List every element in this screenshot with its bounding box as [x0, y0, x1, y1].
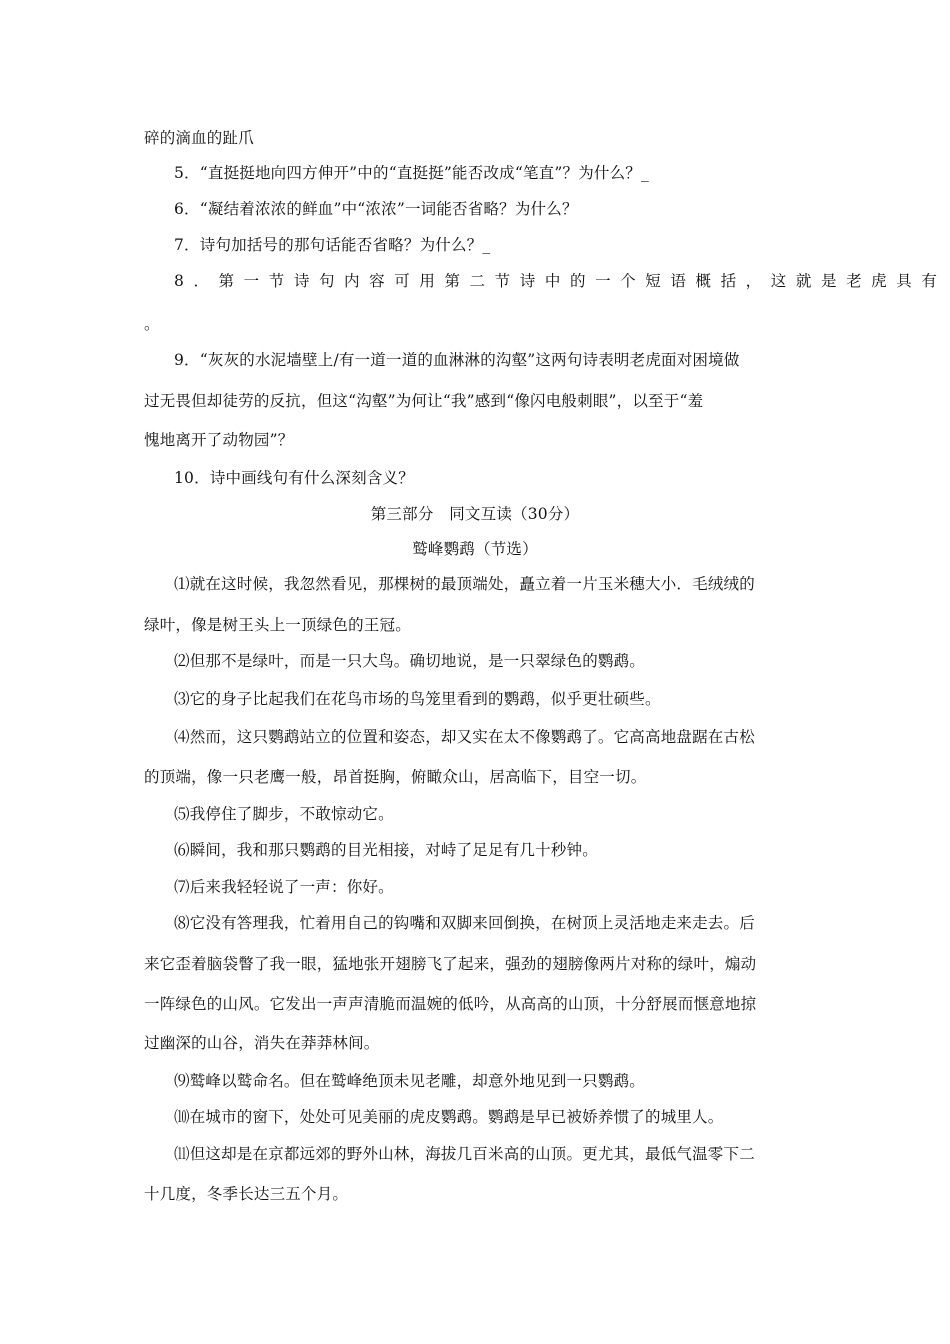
paragraph-8-line-3: 一阵绿色的山风。它发出一声声清脆而温婉的低吟，从高高的山顶，十分舒展而惬意地掠	[144, 995, 757, 1013]
paragraph-7: ⑺后来我轻轻说了一声：你好。	[174, 878, 394, 896]
section-heading: 第三部分 同文互读（30分）	[370, 505, 580, 523]
question-8-end: 。	[144, 315, 160, 333]
paragraph-11-line-2: 十几度，冬季长达三五个月。	[144, 1185, 349, 1203]
paragraph-2: ⑵但那不是绿叶，而是一只大鸟。确切地说，是一只翠绿色的鹦鹉。	[174, 652, 646, 670]
paragraph-8-line-4: 过幽深的山谷，消失在莽莽林间。	[144, 1034, 380, 1052]
text-line-continuation: 碎的滴血的趾爪	[144, 129, 254, 147]
question-10: 10．诗中画线句有什么深刻含义？	[174, 469, 414, 487]
question-9-line-3: 愧地离开了动物园”？	[144, 431, 294, 449]
paragraph-3: ⑶它的身子比起我们在花鸟市场的鸟笼里看到的鹦鹉，似乎更壮硕些。	[174, 690, 661, 708]
paragraph-6: ⑹瞬间，我和那只鹦鹉的目光相接，对峙了足足有几十秒钟。	[174, 841, 598, 859]
paragraph-4-line-2: 的顶端，像一只老鹰一般，昂首挺胸，俯瞰众山，居高临下，目空一切。	[144, 768, 647, 786]
question-6: 6．“凝结着浓浓的鲜血”中“浓浓”一词能否省略？为什么？	[174, 200, 578, 218]
paragraph-1-line-1: ⑴就在这时候，我忽然看见，那棵树的最顶端处，矗立着一片玉米穗大小．毛绒绒的	[174, 575, 755, 593]
paragraph-11-line-1: ⑾但这却是在京都远郊的野外山林，海拔几百米高的山顶。更尤其，最低气温零下二	[174, 1145, 755, 1163]
paragraph-8-line-2: 来它歪着脑袋瞥了我一眼，猛地张开翅膀飞了起来，强劲的翅膀像两片对称的绿叶，煽动	[144, 955, 757, 973]
question-9-line-1: 9．“灰灰的水泥墙壁上/有一道一道的血淋淋的沟壑”这两句诗表明老虎面对困境做	[174, 351, 740, 369]
paragraph-4-line-1: ⑷然而，这只鹦鹉站立的位置和姿态，却又实在太不像鹦鹉了。它高高地盘踞在古松	[174, 728, 755, 746]
question-5: 5．“直挺挺地向四方伸开”中的“直挺挺”能否改成“笔直”？为什么？_	[174, 164, 649, 182]
paragraph-8-line-1: ⑻它没有答理我，忙着用自己的钩嘴和双脚来回倒换，在树顶上灵活地走来走去。后	[174, 914, 755, 932]
paragraph-10: ⑽在城市的窗下，处处可见美丽的虎皮鹦鹉。鹦鹉是早已被娇养惯了的城里人。	[174, 1108, 724, 1126]
paragraph-9: ⑼鹫峰以鹫命名。但在鹫峰绝顶未见老雕，却意外地见到一只鹦鹉。	[174, 1072, 646, 1090]
question-7: 7．诗句加括号的那句话能否省略？为什么？_	[174, 236, 491, 254]
paragraph-5: ⑸我停住了脚步，不敢惊动它。	[174, 805, 394, 823]
question-9-line-2: 过无畏但却徒劳的反抗，但这“沟壑”为何让“我”感到“像闪电般刺眼”，以至于“羞	[144, 392, 704, 410]
paragraph-1-line-2: 绿叶，像是树王头上一顶绿色的王冠。	[144, 616, 411, 634]
question-8: 8．第一节诗句内容可用第二节诗中的一个短语概括，这就是老虎具有	[174, 272, 947, 290]
passage-title: 鹫峰鹦鹉（节选）	[412, 540, 538, 558]
